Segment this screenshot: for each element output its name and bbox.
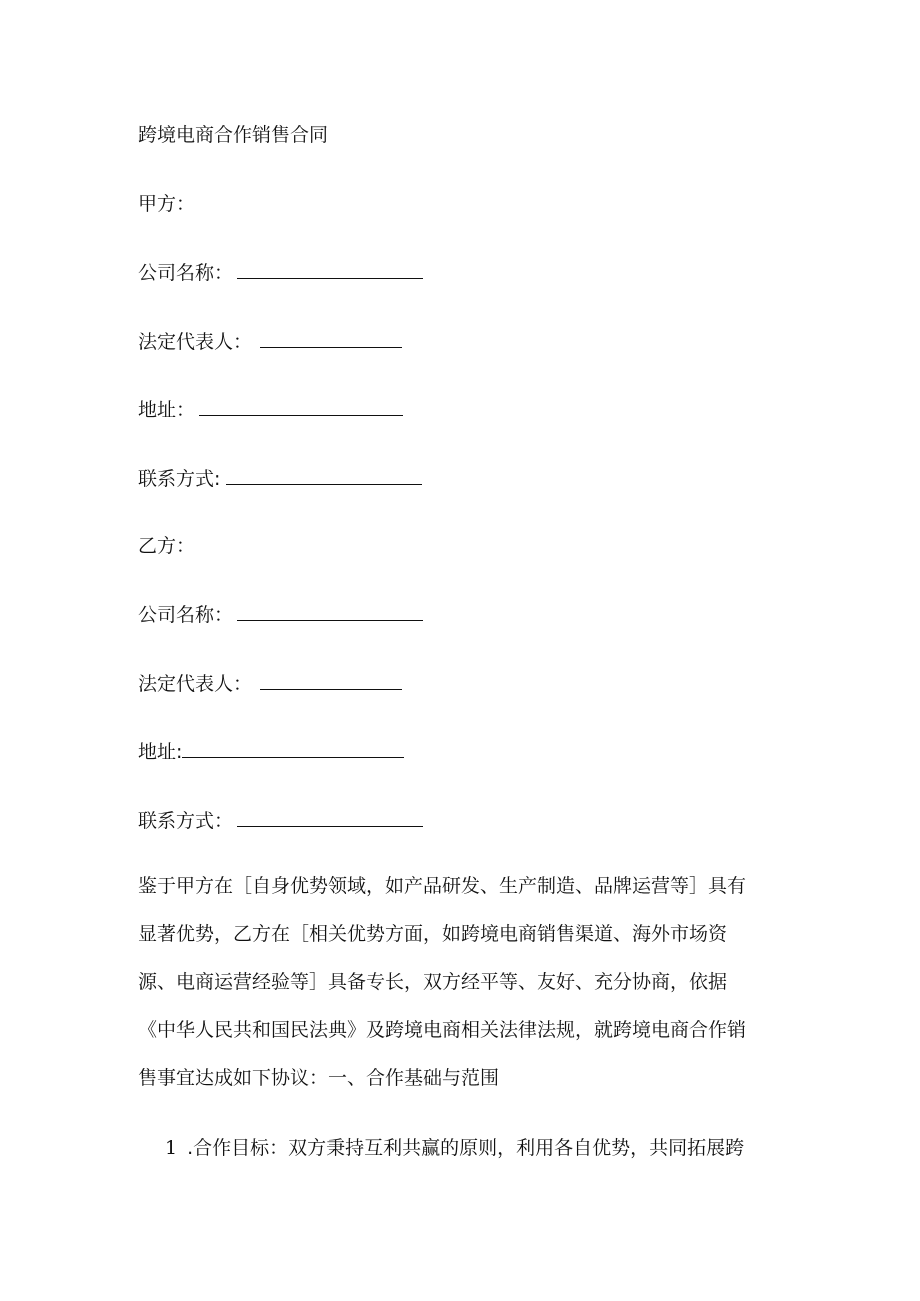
party-b-rep-blank[interactable] — [260, 671, 402, 690]
party-a-company-row — [138, 260, 423, 285]
preamble-line: 《中华人民共和国民法典》及跨境电商相关法律法规，就跨境电商合作销 — [138, 1019, 747, 1041]
party-b-company-row — [138, 602, 423, 627]
party-b-company-blank[interactable] — [237, 602, 423, 621]
party-a-rep-blank[interactable] — [260, 329, 402, 348]
party-b-address-label: 地址: — [138, 741, 183, 763]
preamble-line: 售事宜达成如下协议：一、合作基础与范围 — [138, 1067, 500, 1089]
party-a-address-label: 地址： — [138, 399, 196, 421]
party-a-company-blank[interactable] — [237, 260, 423, 279]
party-b-contact-row — [138, 808, 423, 833]
contract-title: 跨境电商合作销售合同 — [138, 124, 329, 146]
party-a-address-blank[interactable] — [199, 397, 403, 416]
party-b-rep-label: 法定代表人： — [138, 673, 253, 695]
party-b-address-row — [138, 739, 404, 764]
party-a-address-row — [138, 397, 403, 422]
party-b-heading: 乙方： — [138, 535, 196, 557]
party-a-rep-label: 法定代表人： — [138, 331, 253, 353]
party-a-contact-blank[interactable] — [226, 466, 422, 485]
party-b-company-label: 公司名称： — [138, 604, 234, 626]
party-b-rep-row — [138, 671, 402, 696]
party-a-heading: 甲方： — [138, 193, 196, 215]
preamble-line: 显著优势，乙方在［相关优势方面，如跨境电商销售渠道、海外市场资 — [138, 923, 728, 945]
clause-1 — [165, 1136, 744, 1160]
clause-1-number: 1 — [165, 1137, 178, 1159]
party-a-rep-row — [138, 329, 402, 354]
preamble-line: 源、电商运营经验等］具备专长，双方经平等、友好、充分协商，依据 — [138, 971, 728, 993]
party-b-contact-label: 联系方式： — [138, 810, 234, 832]
preamble-line: 鉴于甲方在［自身优势领域，如产品研发、生产制造、品牌运营等］具有 — [138, 875, 747, 897]
party-a-contact-row — [138, 466, 422, 491]
preamble-paragraph — [138, 874, 788, 1114]
party-b-address-blank[interactable] — [182, 739, 404, 758]
party-b-contact-blank[interactable] — [237, 808, 423, 827]
party-a-company-label: 公司名称： — [138, 262, 234, 284]
party-a-contact-label: 联系方式: — [138, 468, 221, 490]
clause-1-text: .合作目标：双方秉持互利共赢的原则，利用各自优势，共同拓展跨 — [187, 1137, 745, 1159]
